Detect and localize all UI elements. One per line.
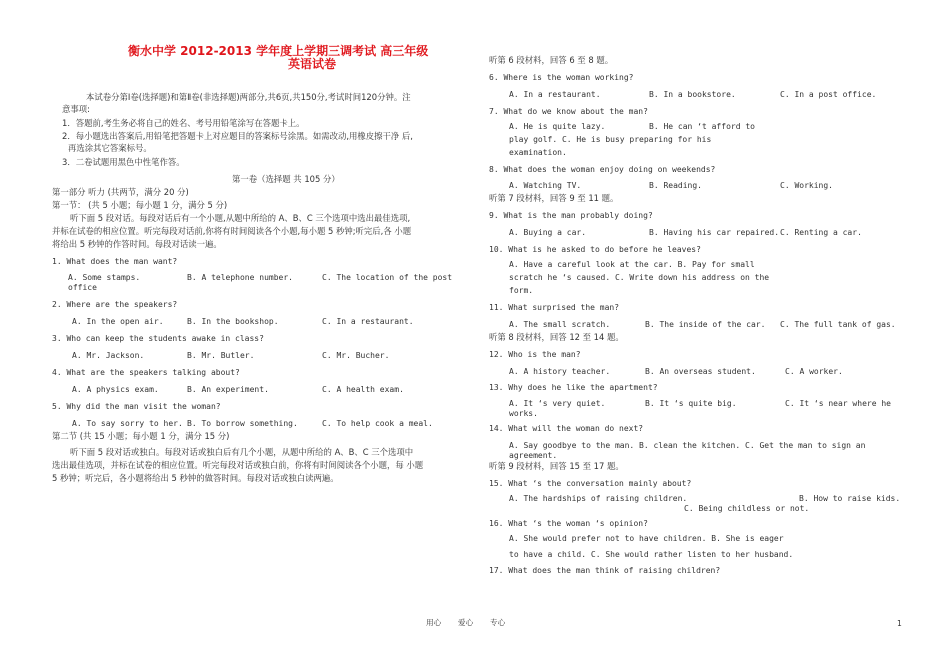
question-4-option-c: C. A health exam. — [322, 385, 404, 394]
material-7-heading: 听第 7 段材料，回答 9 至 11 题。 — [489, 193, 619, 203]
question-13-option-c: C. It ‘s near where he — [785, 399, 891, 408]
section-1-instructions-1: 听下面 5 段对话。每段对话后有一个小题,从题中所给的 A、B、C 三个选项中选出最佳选项, — [70, 213, 411, 223]
question-7-option-a: A. He is quite lazy. — [509, 122, 606, 131]
question-7-option-b: B. He can ‘t afford to — [649, 122, 755, 131]
exam-title: 衡水中学 2012-2013 学年度上学期三调考试 高三年级 — [128, 44, 429, 58]
question-6: 6. Where is the woman working? — [489, 73, 634, 82]
question-6-option-a: A. In a restaurant. — [509, 90, 601, 99]
question-4-option-a: A. A physics exam. — [72, 385, 159, 394]
note-1: 1．答题前,考生务必将自己的姓名、考号用铅笔涂写在答题卡上。 — [62, 118, 305, 128]
question-10-options-line-1: A. Have a careful look at the car. B. Pay for small — [509, 260, 755, 269]
question-16-options-line-1: A. She would prefer not to have children. B. She is eager — [509, 534, 784, 543]
question-2-option-a: A. In the open air. — [72, 317, 164, 326]
question-1: 1. What does the man want? — [52, 257, 178, 266]
question-8-option-c: C. Working. — [780, 181, 833, 190]
question-9-option-b: B. Having his car repaired. — [649, 228, 780, 237]
question-15-option-b: B. How to raise kids. — [799, 494, 901, 503]
part-1-heading: 第一部分 听力 (共两节，满分 20 分) — [52, 187, 189, 197]
intro-line-2: 意事项: — [62, 104, 90, 114]
question-16-options-line-2: to have a child. C. She would rather listen to her husband. — [509, 550, 794, 559]
material-8-heading: 听第 8 段材料，回答 12 至 14 题。 — [489, 332, 624, 342]
footer-text-3: 专心 — [490, 618, 506, 627]
question-15: 15. What ‘s the conversation mainly about? — [489, 479, 692, 488]
question-12-option-c: C. A worker. — [785, 367, 843, 376]
question-7: 7. What do we know about the man? — [489, 107, 648, 116]
question-6-option-b: B. In a bookstore. — [649, 90, 736, 99]
question-14-options-line-2: agreement. — [509, 451, 558, 460]
question-11-option-a: A. The small scratch. — [509, 320, 611, 329]
question-4: 4. What are the speakers talking about? — [52, 368, 240, 377]
question-2-option-b: B. In the bookshop. — [187, 317, 279, 326]
question-5-option-b: B. To borrow something. — [187, 419, 298, 428]
question-10-options-line-3: form. — [509, 286, 534, 295]
intro-line-1: 本试卷分第Ⅰ卷(选择题)和第Ⅱ卷(非选择题)两部分,共6页,共150分,考试时间120分钟。注 — [86, 92, 411, 102]
question-5: 5. Why did the man visit the woman? — [52, 402, 221, 411]
question-8-option-a: A. Watching TV. — [509, 181, 582, 190]
question-12-option-a: A. A history teacher. — [509, 367, 611, 376]
question-6-option-c: C. In a post office. — [780, 90, 877, 99]
question-10-options-line-2: scratch he ‘s caused. C. Write down his address on the — [509, 273, 770, 282]
question-5-option-c: C. To help cook a meal. — [322, 419, 433, 428]
footer-text-1: 用心 — [426, 618, 442, 627]
question-9-option-a: A. Buying a car. — [509, 228, 587, 237]
section-2-instructions-3: 5 秒钟；听完后，各小题将给出 5 秒钟的做答时间。每段对话或独白读两遍。 — [52, 473, 339, 483]
question-17: 17. What does the man think of raising children? — [489, 566, 721, 575]
question-1-option-b: B. A telephone number. — [187, 273, 293, 282]
question-4-option-b: B. An experiment. — [187, 385, 269, 394]
question-3-option-a: A. Mr. Jackson. — [72, 351, 145, 360]
question-8-option-b: B. Reading. — [649, 181, 702, 190]
footer-text-2: 爱心 — [458, 618, 474, 627]
question-3: 3. Who can keep the students awake in class? — [52, 334, 264, 343]
question-13-option-b: B. It ‘s quite big. — [645, 399, 737, 408]
question-3-option-c: C. Mr. Bucher. — [322, 351, 390, 360]
question-7-options-line-2: play golf. C. He is busy preparing for his — [509, 135, 712, 144]
note-2a: 2．每小题选出答案后,用铅笔把答题卡上对应题目的答案标号涂黑。如需改动,用橡皮擦干净 后, — [62, 131, 413, 141]
volume-1-heading: 第一卷（选择题 共 105 分） — [232, 174, 340, 184]
section-2-heading: 第二节 (共 15 小题；每小题 1 分，满分 15 分) — [52, 431, 230, 441]
question-2: 2. Where are the speakers? — [52, 300, 178, 309]
question-13: 13. Why does he like the apartment? — [489, 383, 658, 392]
question-3-option-b: B. Mr. Butler. — [187, 351, 255, 360]
question-11-option-b: B. The inside of the car. — [645, 320, 766, 329]
question-15-option-c: C. Being childless or not. — [684, 504, 810, 513]
material-9-heading: 听第 9 段材料，回答 15 至 17 题。 — [489, 461, 624, 471]
section-1-instructions-3: 将给出 5 秒钟的作答时间。每段对话读一遍。 — [52, 239, 222, 249]
question-11-option-c: C. The full tank of gas. — [780, 320, 896, 329]
question-9-option-c: C. Renting a car. — [780, 228, 862, 237]
question-1-option-c-cont: office — [68, 283, 97, 292]
question-16: 16. What ‘s the woman ‘s opinion? — [489, 519, 648, 528]
section-2-instructions-2: 选出最佳选项，并标在试卷的相应位置。听完每段对话或独白前，你将有时间阅读各个小题，每 小题 — [52, 460, 424, 470]
question-12: 12. Who is the man? — [489, 350, 581, 359]
question-12-option-b: B. An overseas student. — [645, 367, 756, 376]
question-1-option-a: A. Some stamps. — [68, 273, 141, 282]
question-14: 14. What will the woman do next? — [489, 424, 644, 433]
section-1-heading: 第一节： (共 5 小题；每小题 1 分，满分 5 分) — [52, 200, 228, 210]
question-15-option-a: A. The hardships of raising children. — [509, 494, 688, 503]
question-14-options-line-1: A. Say goodbye to the man. B. clean the kitchen. C. Get the man to sign an — [509, 441, 866, 450]
question-7-options-line-3: examination. — [509, 148, 567, 157]
section-2-instructions-1: 听下面 5 段对话或独白。每段对话或独白后有几个小题，从题中所给的 A、B、C 三个选项中 — [70, 447, 414, 457]
section-1-instructions-2: 并标在试卷的相应位置。听完每段对话前,你将有时间阅读各个小题,每小题 5 秒钟;听完后,各 小题 — [52, 226, 412, 236]
question-13-option-a: A. It ‘s very quiet. — [509, 399, 606, 408]
material-6-heading: 听第 6 段材料，回答 6 至 8 题。 — [489, 55, 614, 65]
question-10: 10. What is he asked to do before he leaves? — [489, 245, 701, 254]
question-2-option-c: C. In a restaurant. — [322, 317, 414, 326]
question-8: 8. What does the woman enjoy doing on weekends? — [489, 165, 716, 174]
question-5-option-a: A. To say sorry to her. — [72, 419, 183, 428]
page-number: 1 — [897, 619, 902, 628]
note-3: 3．二卷试题用黑色中性笔作答。 — [62, 157, 185, 167]
note-2b: 再选涂其它答案标号。 — [68, 143, 152, 153]
exam-subtitle: 英语试卷 — [288, 57, 337, 71]
question-9: 9. What is the man probably doing? — [489, 211, 653, 220]
question-1-option-c: C. The location of the post — [322, 273, 453, 282]
question-11: 11. What surprised the man? — [489, 303, 620, 312]
question-13-option-c-cont: works. — [509, 409, 538, 418]
